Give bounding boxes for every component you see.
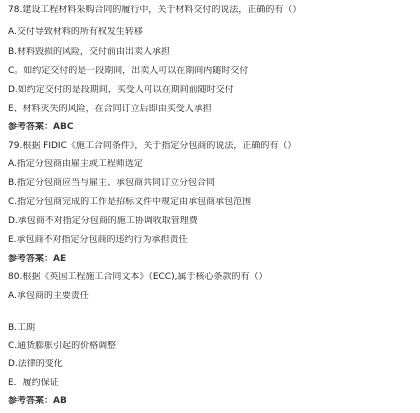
question-79-option-b: B.指定分包商应当与雇主、承包商共同订立分包合同 (8, 178, 216, 188)
question-79-option-d: D.承包商不对指定分包商的施工协调收取管理费 (8, 216, 198, 226)
question-79-answer: 参考答案：AE (8, 254, 67, 264)
question-80-option-e: E．履约保证 (8, 378, 59, 388)
question-78-option-d: D.如约定交付的是段期间，买受人可以在期间前随时交付 (8, 85, 234, 95)
question-79-option-c: C.指定分包商完成的工作是招标文件中规定由承包商承包范围 (8, 197, 252, 207)
question-78-option-c: C。如约定交付的是一段期间，出卖人可以在期间内随时交付 (8, 66, 249, 76)
question-78-stem: 78.建设工程材料采购合同的履行中，关于材料交付的说法，正确的有（） (8, 5, 302, 15)
question-79-option-a: A.指定分包商由雇主或工程师选定 (8, 159, 143, 169)
question-78-option-a: A.交付导致材料的所有权发生转移 (8, 27, 143, 37)
question-80-option-b: B.工期 (8, 323, 36, 333)
question-80-option-d: D.法律的变化 (8, 359, 63, 369)
question-79-option-e: E.承包商不对指定分包商的违约行为承担责任 (8, 235, 188, 245)
question-78-option-e: E、材料灭失的风险，在合同订立后即由买受人承担 (8, 104, 212, 114)
question-80-option-c: C.通货膨胀引起的价格调整 (8, 341, 117, 351)
question-78-option-b: B.材料毁损的风险，交付前由出卖人承担 (8, 47, 171, 57)
question-78-answer: 参考答案：ABC (8, 122, 74, 132)
question-79-stem: 79.根据 FIDIC《施工合同条件》，关于指定分包商的说法，正确的有（） (8, 141, 297, 151)
question-80-stem: 80.根据《英国工程施工合同文本》（ECC),属于核心条款的有（） (8, 272, 268, 282)
question-80-answer: 参考答案：AB (8, 396, 67, 406)
question-80-option-a: A.承包商的主要责任 (8, 291, 89, 301)
